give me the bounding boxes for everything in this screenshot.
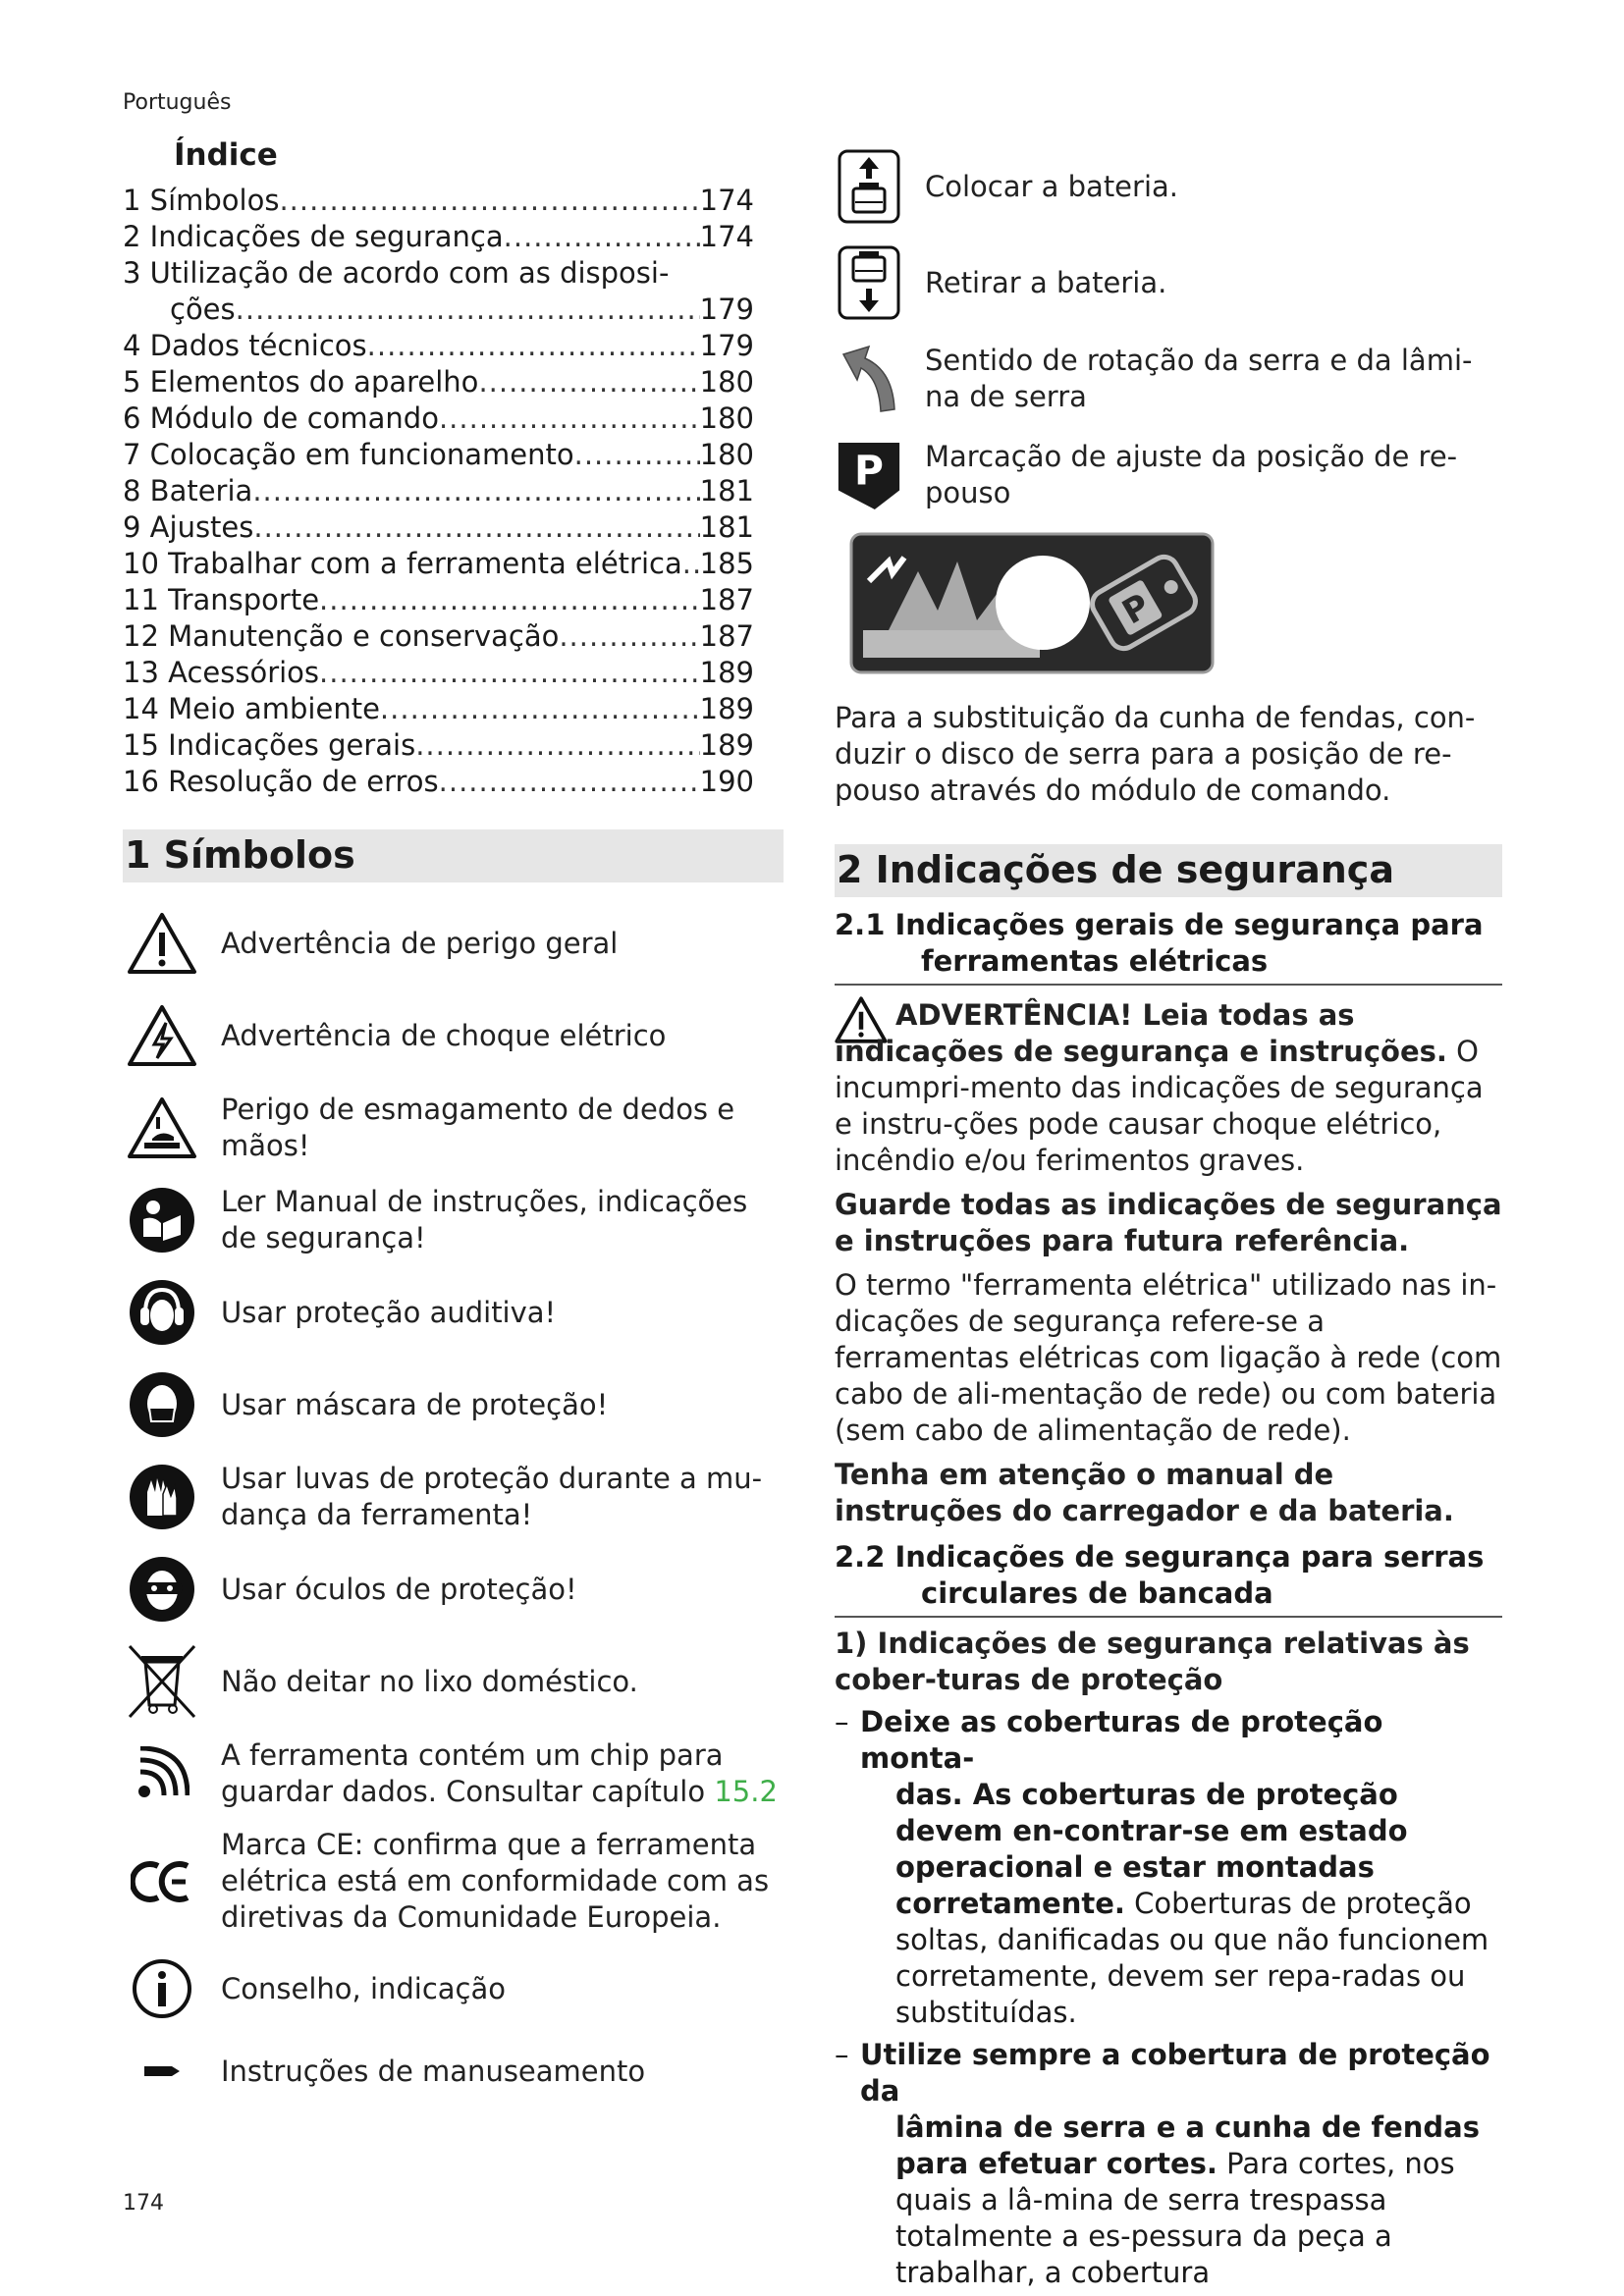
toc-label: 1 Símbolos (123, 184, 280, 217)
repose-note: Para a substituição da cunha de fendas, con-duzir o disco de serra para a posição de re-pouso através do módulo de comando. (835, 701, 1476, 807)
toc-leader (319, 655, 700, 691)
battery-insert-icon (835, 147, 903, 226)
toc-page: 181 (699, 510, 754, 544)
toc-leader (682, 546, 700, 582)
symbol-row: Colocar a bateria. (835, 147, 1502, 226)
toc-leader (439, 764, 700, 800)
chapter-link[interactable]: 15.2 (714, 1775, 778, 1808)
toc-row[interactable] (123, 655, 784, 691)
toc-page: 179 (699, 329, 754, 362)
symbol-row: Retirar a bateria. (835, 243, 1502, 322)
toc-page: 180 (699, 365, 754, 399)
read-manual-icon (123, 1181, 201, 1259)
toc-row[interactable] (123, 292, 784, 328)
toc-leader (415, 727, 699, 764)
symbol-row: Advertência de choque elétrico (123, 996, 784, 1075)
rotation-arrow-icon (835, 340, 903, 418)
left-column (123, 137, 784, 2114)
toc-page: 185 (699, 547, 754, 580)
toc-label: 12 Manutenção e conservação (123, 619, 560, 653)
symbol-row: Advertência de perigo geral (123, 904, 784, 983)
toc-page: 187 (699, 583, 754, 616)
toc-label: 4 Dados técnicos (123, 329, 367, 362)
section-heading-symbols: 1 Símbolos (123, 829, 784, 882)
symbol-row: Não deitar no lixo doméstico. (123, 1642, 784, 1721)
svg-text:P: P (854, 447, 884, 495)
toc-leader (236, 292, 700, 328)
toc-label: ções (170, 293, 236, 326)
warning-triangle-icon (123, 904, 201, 983)
toc-page: 174 (699, 220, 754, 253)
right-column (835, 147, 1502, 2291)
toc-label: 10 Trabalhar com a ferramenta elétrica (123, 547, 682, 580)
subsection-heading-2-2: 2.2 Indicações de segurança para serras circulares de bancada (835, 1539, 1502, 1618)
symbol-row: Sentido de rotação da serra e da lâmi-na de serra (835, 340, 1502, 418)
toc-row[interactable] (123, 582, 784, 618)
mask-icon (123, 1365, 201, 1444)
gloves-icon (123, 1458, 201, 1536)
rfid-chip-icon (123, 1735, 201, 1813)
symbol-row: Ler Manual de instruções, indicações de segurança! (123, 1181, 784, 1259)
toc-label: 5 Elementos do aparelho (123, 365, 479, 399)
toc-row[interactable] (123, 764, 784, 800)
toc-label: 3 Utilização de acordo com as disposi- (123, 256, 670, 290)
toc-page: 180 (699, 438, 754, 471)
section-heading-safety: 2 Indicações de segurança (835, 844, 1502, 897)
toc-label: 2 Indicações de segurança (123, 220, 504, 253)
handling-arrow-icon (123, 2042, 201, 2101)
subsection-heading-2-1: 2.1 Indicações gerais de segurança para ferramentas elétricas (835, 907, 1502, 986)
ce-mark-icon (123, 1842, 201, 1921)
toc-leader (504, 219, 700, 255)
symbol-row: Instruções de manuseamento (123, 2042, 784, 2101)
toc-leader (439, 400, 700, 437)
page-number: 174 (123, 2191, 164, 2216)
crossed-bin-icon (123, 1642, 201, 1721)
toc-row[interactable] (123, 473, 784, 509)
symbol-row: Conselho, indicação (123, 1949, 784, 2028)
toc-row[interactable] (123, 183, 784, 219)
toc-leader (252, 473, 699, 509)
toc-page: 187 (699, 619, 754, 653)
toc-row[interactable] (123, 400, 784, 437)
toc-label: 13 Acessórios (123, 656, 320, 689)
charger-manual-text: Tenha em atenção o manual de instruções do carregador e da bateria. (835, 1458, 1454, 1527)
park-position-icon (835, 436, 903, 514)
toc-label: 7 Colocação em funcionamento (123, 438, 574, 471)
toc-row[interactable] (123, 255, 784, 292)
keep-instructions-text: Guarde todas as indicações de segurança e instruções para futura referência. (835, 1188, 1502, 1257)
toc-page: 174 (699, 184, 754, 217)
toc-leader (319, 582, 700, 618)
toc-row[interactable] (123, 618, 784, 655)
toc-leader (559, 618, 699, 655)
symbol-row: Marca CE: confirma que a ferramenta elétrica está em conformidade com as diretivas da Comunidade Europeia. (123, 1827, 784, 1936)
repose-position-illustration (849, 532, 1215, 674)
toc-leader (478, 364, 699, 400)
goggles-icon (123, 1550, 201, 1629)
symbol-row: Perigo de esmagamento de dedos e mãos! (123, 1089, 784, 1167)
toc-page: 189 (699, 656, 754, 689)
toc-page: 181 (699, 474, 754, 507)
toc-label: 16 Resolução de erros (123, 765, 439, 798)
toc-title: Índice (174, 137, 278, 173)
battery-remove-icon (835, 243, 903, 322)
toc-label: 14 Meio ambiente (123, 692, 380, 725)
language-label: Português (123, 90, 232, 115)
symbol-row: Usar máscara de proteção! (123, 1365, 784, 1444)
info-icon (123, 1949, 201, 2028)
toc-row[interactable] (123, 437, 784, 473)
toc-row[interactable] (123, 364, 784, 400)
toc-leader (380, 691, 700, 727)
warning-text: ADVERTÊNCIA! Leia todas as indicações de segurança e instruções. O incumpri-mento das indicações de segurança e instru-ções pode causar choque elétrico, incêndio e/ou ferimentos graves. (835, 998, 1484, 1177)
toc-label: 6 Módulo de comando (123, 401, 439, 435)
ear-protection-icon (123, 1273, 201, 1352)
symbol-row: Usar luvas de proteção durante a mu-dança da ferramenta! (123, 1458, 784, 1536)
symbol-row: P Marcação de ajuste da posição de re-pouso (835, 436, 1502, 514)
toc-leader (574, 437, 700, 473)
toc-label: 11 Transporte (123, 583, 320, 616)
symbol-row: Usar proteção auditiva! (123, 1273, 784, 1352)
symbol-row: Usar óculos de proteção! (123, 1550, 784, 1629)
toc-leader (279, 183, 699, 219)
hand-crush-icon (123, 1089, 201, 1167)
toc-page: 180 (699, 401, 754, 435)
toc-row[interactable] (123, 509, 784, 546)
toc-leader (253, 509, 699, 546)
power-tool-term-text: O termo "ferramenta elétrica" utilizado nas in-dicações de segurança refere-se a ferramentas elétricas com ligação à rede (com cabo de ali-mentação de rede) ou com bateria (sem cabo de alimentação de rede). (835, 1268, 1502, 1447)
toc-page: 189 (699, 692, 754, 725)
electric-shock-icon (123, 996, 201, 1075)
toc-page: 190 (699, 765, 754, 798)
table-of-contents (123, 183, 784, 800)
symbol-row: A ferramenta contém um chip para guardar dados. Consultar capítulo 15.2 (123, 1735, 784, 1813)
toc-row[interactable] (123, 727, 784, 764)
toc-leader (367, 328, 700, 364)
symbol-list (123, 904, 784, 2101)
toc-label: 15 Indicações gerais (123, 728, 416, 762)
toc-page: 179 (699, 293, 754, 326)
list-item: – Utilize sempre a cobertura de proteção da lâmina de serra e a cunha de fendas para efetuar cortes. Para cortes, nos quais a lâ-mina de serra trespassa totalmente a es-pessura da peça a trabalhar, a cobertura (835, 2038, 1490, 2289)
toc-label: 9 Ajustes (123, 510, 254, 544)
toc-row[interactable] (123, 219, 784, 255)
item-1-title: 1) Indicações de segurança relativas às cober-turas de proteção (835, 1627, 1470, 1696)
toc-label: 8 Bateria (123, 474, 253, 507)
svg-text:P: P (1115, 586, 1158, 633)
toc-row[interactable] (123, 546, 784, 582)
toc-page: 189 (699, 728, 754, 762)
toc-row[interactable] (123, 328, 784, 364)
list-item: – Deixe as coberturas de proteção monta- das. As coberturas de proteção devem en-contrar-se em estado operacional e estar montadas corretamente. Coberturas de proteção soltas, danificadas ou que não funcionem corretamente, devem ser repa-radas ou substituídas. (835, 1705, 1489, 2029)
toc-row[interactable] (123, 691, 784, 727)
